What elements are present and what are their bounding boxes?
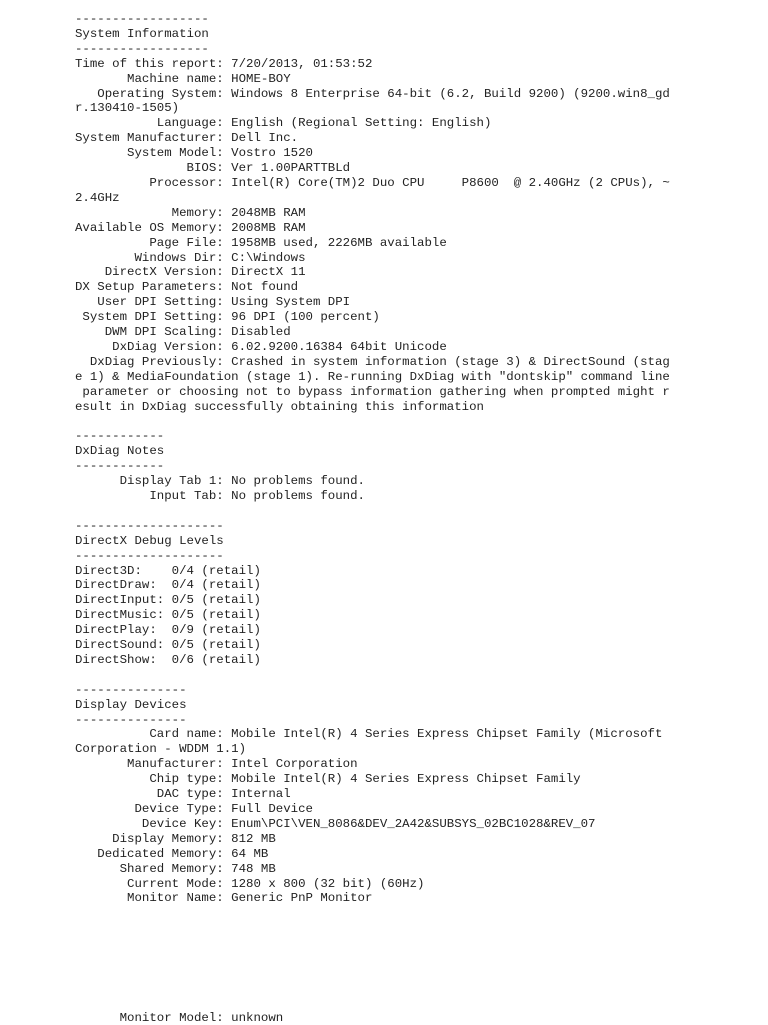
report-line: DX Setup Parameters: Not found xyxy=(75,280,299,295)
section-heading: DirectX Debug Levels xyxy=(75,533,224,548)
section-rule: --------------- xyxy=(75,682,187,697)
blank-line xyxy=(75,996,670,1011)
report-line: Available OS Memory: 2008MB RAM xyxy=(75,220,306,235)
report-line: Shared Memory: 748 MB xyxy=(75,861,276,876)
report-line: Current Mode: 1280 x 800 (32 bit) (60Hz) xyxy=(75,876,425,891)
report-line: BIOS: Ver 1.00PARTTBLd xyxy=(75,161,351,176)
blank-line xyxy=(75,936,670,951)
blank-line xyxy=(75,966,670,981)
report-line: System Model: Vostro 1520 xyxy=(75,146,313,161)
report-line: Manufacturer: Intel Corporation xyxy=(75,757,358,772)
report-line: parameter or choosing not to bypass information gathering when prompted might r xyxy=(75,384,670,399)
report-line: Card name: Mobile Intel(R) 4 Series Express Chipset Family (Microsoft xyxy=(75,727,663,742)
report-line: Memory: 2048MB RAM xyxy=(75,205,306,220)
report-line: Display Memory: 812 MB xyxy=(75,831,276,846)
report-line: Monitor Model: unknown xyxy=(75,1010,284,1025)
blank-line xyxy=(75,414,670,429)
report-line: Language: English (Regional Setting: English) xyxy=(75,116,492,131)
report-line: DWM DPI Scaling: Disabled xyxy=(75,325,291,340)
report-line: Dedicated Memory: 64 MB xyxy=(75,846,269,861)
report-line: DirectShow: 0/6 (retail) xyxy=(75,652,261,667)
report-line: DirectX Version: DirectX 11 xyxy=(75,265,306,280)
section-rule: -------------------- xyxy=(75,518,224,533)
section-directx-debug-levels xyxy=(75,519,670,683)
section-rule: ------------------ xyxy=(75,41,209,56)
section-dxdiag-notes xyxy=(75,429,670,518)
report-line: r.130410-1505) xyxy=(75,101,180,116)
report-line: System Manufacturer: Dell Inc. xyxy=(75,131,299,146)
report-line: e 1) & MediaFoundation (stage 1). Re-running DxDiag with "dontskip" command line xyxy=(75,369,670,384)
report-line: Chip type: Mobile Intel(R) 4 Series Express Chipset Family xyxy=(75,772,581,787)
report-line: Page File: 1958MB used, 2226MB available xyxy=(75,235,447,250)
report-line: Monitor Name: Generic PnP Monitor xyxy=(75,891,373,906)
report-line: DirectInput: 0/5 (retail) xyxy=(75,593,261,608)
blank-line xyxy=(75,921,670,936)
report-line: DirectMusic: 0/5 (retail) xyxy=(75,608,261,623)
section-heading: Display Devices xyxy=(75,697,187,712)
report-line: DxDiag Version: 6.02.9200.16384 64bit Unicode xyxy=(75,339,447,354)
report-line: Display Tab 1: No problems found. xyxy=(75,474,365,489)
report-line: Input Tab: No problems found. xyxy=(75,488,365,503)
dxdiag-report xyxy=(75,12,670,1025)
report-line: Corporation - WDDM 1.1) xyxy=(75,742,247,757)
blank-line xyxy=(75,906,670,921)
report-line: Direct3D: 0/4 (retail) xyxy=(75,563,261,578)
section-heading: System Information xyxy=(75,26,209,41)
report-line: System DPI Setting: 96 DPI (100 percent) xyxy=(75,310,380,325)
section-rule: -------------------- xyxy=(75,548,224,563)
section-rule: ------------------ xyxy=(75,12,209,26)
report-line: DxDiag Previously: Crashed in system information (stage 3) & DirectSound (stag xyxy=(75,354,670,369)
report-line: 2.4GHz xyxy=(75,190,120,205)
blank-line xyxy=(75,668,670,683)
section-rule: --------------- xyxy=(75,712,187,727)
report-line: Device Key: Enum\PCI\VEN_8086&DEV_2A42&SUBSYS_02BC1028&REV_07 xyxy=(75,816,596,831)
report-line: esult in DxDiag successfully obtaining this information xyxy=(75,399,484,414)
section-rule: ------------ xyxy=(75,459,165,474)
report-line: DirectPlay: 0/9 (retail) xyxy=(75,623,261,638)
report-line: Operating System: Windows 8 Enterprise 64-bit (6.2, Build 9200) (9200.win8_gd xyxy=(75,86,670,101)
report-line: Processor: Intel(R) Core(TM)2 Duo CPU P8600 @ 2.40GHz (2 CPUs), ~ xyxy=(75,175,670,190)
section-system-information xyxy=(75,12,670,429)
report-line: User DPI Setting: Using System DPI xyxy=(75,295,351,310)
report-line: DirectDraw: 0/4 (retail) xyxy=(75,578,261,593)
report-line: DirectSound: 0/5 (retail) xyxy=(75,638,261,653)
report-line: Machine name: HOME-BOY xyxy=(75,71,291,86)
report-line: Device Type: Full Device xyxy=(75,801,313,816)
section-display-devices xyxy=(75,683,670,1025)
section-rule: ------------ xyxy=(75,429,165,444)
report-line: Time of this report: 7/20/2013, 01:53:52 xyxy=(75,56,373,71)
blank-line xyxy=(75,504,670,519)
section-heading: DxDiag Notes xyxy=(75,444,165,459)
blank-line xyxy=(75,981,670,996)
report-line: Windows Dir: C:\Windows xyxy=(75,250,306,265)
blank-line xyxy=(75,951,670,966)
report-line: DAC type: Internal xyxy=(75,787,291,802)
